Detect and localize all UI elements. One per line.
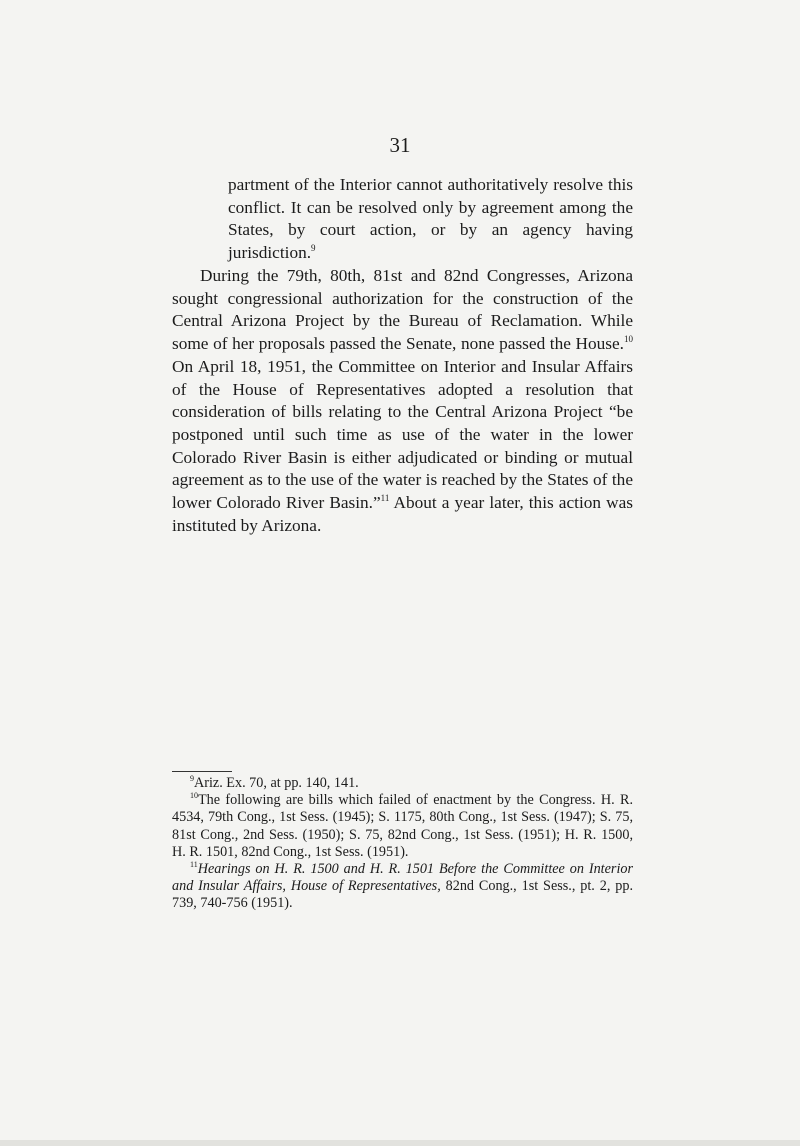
footnote-number: 9 [190, 774, 194, 783]
paragraph-part-1: During the 79th, 80th, 81st and 82nd Congresses, Arizona sought congressional authorization for the construction of the Central Arizona Project by the Bureau of Reclamation. While some of her proposals passed the Senate, none passed the House. [172, 266, 633, 354]
footnotes [172, 775, 633, 913]
footnote-10 [172, 792, 633, 861]
paragraph-part-2: On April 18, 1951, the Committee on Interior and Insular Affairs of the House of Representatives adopted a resolution that consideration of bills relating to the Central Arizona Project “be postponed until such time as use of the water in the lower Colorado River Basin is either adjudicated or binding or mutual agreement as to the use of the water is reached by the States of the lower Colorado River Basin.” [172, 356, 633, 513]
footnote-text: 82nd Cong., 1st Sess., pt. 2, pp. 739, 740-756 (1951). [172, 878, 633, 912]
footnote-italic-title: Hearings on H. R. 1500 and H. R. 1501 Before the Committee on Interior and Insular Affairs, House of Representatives, [172, 861, 633, 895]
footnote-text: The following are bills which failed of enactment by the Congress. H. R. 4534, 79th Cong., 1st Sess. (1945); S. 1175, 80th Cong., 1st Sess. (1947); S. 75, 81st Cong., 2nd Sess. (1950); S. 75, 82nd Cong., 1st Sess. (1951); H. R. 1500, H. R. 1501, 82nd Cong., 1st Sess. (1951). [172, 792, 633, 860]
footnote-divider [172, 771, 232, 772]
footnote-ref-10: 10 [624, 334, 633, 345]
block-quote [228, 174, 633, 264]
footnote-number: 10 [190, 791, 198, 801]
paragraph-part-3: About a year later, this action was instituted by Arizona. [172, 493, 633, 535]
footnote-number: 11 [190, 860, 198, 870]
page-number: 31 [389, 133, 411, 157]
footnote-11 [172, 861, 633, 913]
scan-bottom-edge [0, 1140, 800, 1146]
footnote-ref-9: 9 [311, 242, 316, 253]
footnote-ref-11: 11 [380, 493, 390, 504]
footnote-text: Ariz. Ex. 70, at pp. 140, 141. [194, 775, 359, 791]
block-quote-text: partment of the Interior cannot authoritatively resolve this conflict. It can be resolved only by agreement among the States, by court action, or by an agency having jurisdiction. [228, 175, 633, 262]
body-paragraph [172, 265, 633, 537]
footnote-9 [172, 775, 633, 792]
